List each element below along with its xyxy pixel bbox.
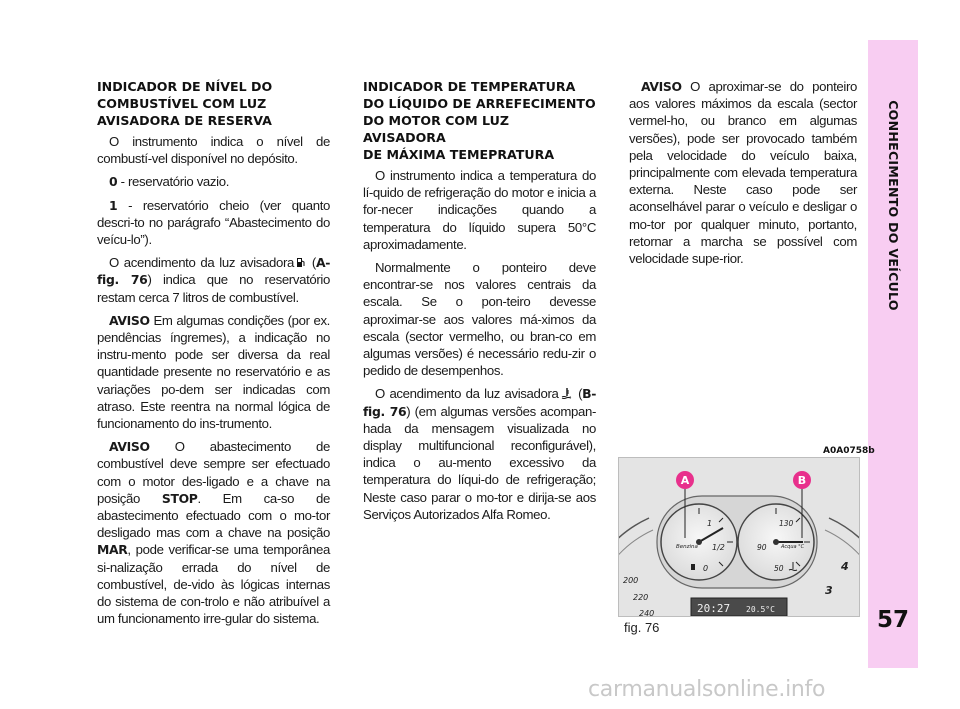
figure-code: A0A0758b — [823, 446, 875, 456]
page-number: 57 — [876, 607, 909, 633]
heading-fuel-level: INDICADOR DE NÍVEL DO COMBUSTÍVEL COM LUZ AVISADORA DE RESERVA — [97, 79, 273, 128]
fuel-gauge-label: Benzina — [676, 544, 698, 550]
paragraph: 1 - reservatório cheio (ver quanto descri-to no parágrafo “Abastecimento do veícu-lo”). — [97, 197, 330, 248]
marker-b-label: B — [797, 474, 807, 487]
figure-caption: fig. 76 — [624, 620, 660, 635]
temp-tick-low: 50 — [774, 564, 784, 573]
column-coolant-temperature — [363, 78, 596, 529]
speedo-tick: 240 — [639, 609, 655, 616]
coolant-temperature-icon — [561, 388, 572, 399]
instrument-cluster-illustration — [619, 458, 859, 616]
paragraph: O instrumento indica a temperatura do lí-quido de refrigeração do motor e inicia a for-necer indicações quando a temperatura do líquido supera 50°C aproximadamente. — [363, 168, 596, 252]
marker-a-label: A — [680, 474, 690, 487]
temp-gauge-label: Acqua °C — [781, 544, 805, 550]
paragraph: Normalmente o ponteiro deve encontrar-se nos valores centrais da escala. Se o pon-teiro devesse aproximar-se aos valores má-ximos da escala (sector vermelho, ou bran-co em algumas versões) é necessário redu-zir o pedido de desempenhos. — [363, 260, 596, 379]
paragraph: 0 - reservatório vazio. — [109, 174, 230, 190]
paragraph: AVISO O aproximar-se do ponteiro aos valores máximos da escala (sector vermel-ho, ou branco em algumas versões), pode ser provocado também pela velocidade do veículo baixa, principalmente com elevada temperatura externa. Neste caso pode ser aconselhável parar o veículo e desligar o mo-tor por qualquer minuto, portanto, retornar a marcha se possível com velocidade supe-rior. — [629, 79, 857, 267]
fuel-tick-full: 1 — [707, 519, 713, 528]
paragraph: AVISO Em algumas condições (por ex. pendências íngremes), a indicação no instru-mento pode ser diversa da real quantidade presente no reservatório e as variações po-dem ser indicadas com atraso. Este reentra na normal lógica de funcionamento do ins-trumento. — [97, 312, 330, 432]
heading-coolant-temperature: INDICADOR DE TEMPERATURA DO LÍQUIDO DE ARREFECIMENTO DO MOTOR COM LUZ AVISADORA DE MÁXIMA TEMEPRATURA — [363, 79, 596, 162]
tacho-tick: 3 — [825, 584, 833, 597]
section-title: CONHECIMENTO DO VEÍCULO — [885, 99, 901, 311]
display-time: 20:27 — [697, 602, 731, 615]
instrument-cluster-figure — [618, 457, 860, 617]
paragraph: AVISO O abastecimento de combustível deve sempre ser efectuado com o motor des-ligado e a chave na posição STOP. Em ca-so de abastecimento efectuado com o mo-tor desligado mas com a chave na posição MAR, pode verificar-se uma temporânea si-nalização errada do nível de combustível, de-vido às lógicas internas do sistema de con-trolo e não atribuível a um funcionamento irre-gular do sistema. — [97, 439, 330, 627]
fuel-pump-icon — [691, 564, 695, 570]
fuel-tick-empty: 0 — [703, 564, 709, 573]
fuel-pump-icon — [296, 257, 305, 268]
paragraph: O acendimento da luz avisadora (A-fig. 76) indica que no reservatório restam cerca 7 litros de combustível. — [97, 255, 330, 305]
temp-tick-mid: 90 — [757, 543, 767, 552]
temp-tick-top: 130 — [779, 519, 794, 528]
watermark: carmanualsonline.info — [588, 677, 826, 702]
fuel-tick-half: 1/2 — [712, 543, 725, 552]
speedo-tick: 220 — [633, 593, 649, 602]
paragraph: O instrumento indica o nível de combustí-vel disponível no depósito. — [97, 134, 330, 167]
display-temperature: 20.5°C — [746, 605, 775, 614]
column-warning-note — [629, 78, 857, 273]
paragraph: O acendimento da luz avisadora (B-fig. 76) (em algumas versões acompan-hada da mensagem visualizada no display multifuncional reconfigurável), indica o au-mento excessivo da temperatura do líqui-do de refrigeração; Neste caso parar o mo-tor e dirija-se aos Serviços Autorizados Alfa Romeo. — [363, 386, 596, 522]
column-fuel-level — [97, 78, 330, 633]
speedo-tick: 200 — [623, 576, 639, 585]
tacho-tick: 4 — [841, 560, 849, 573]
